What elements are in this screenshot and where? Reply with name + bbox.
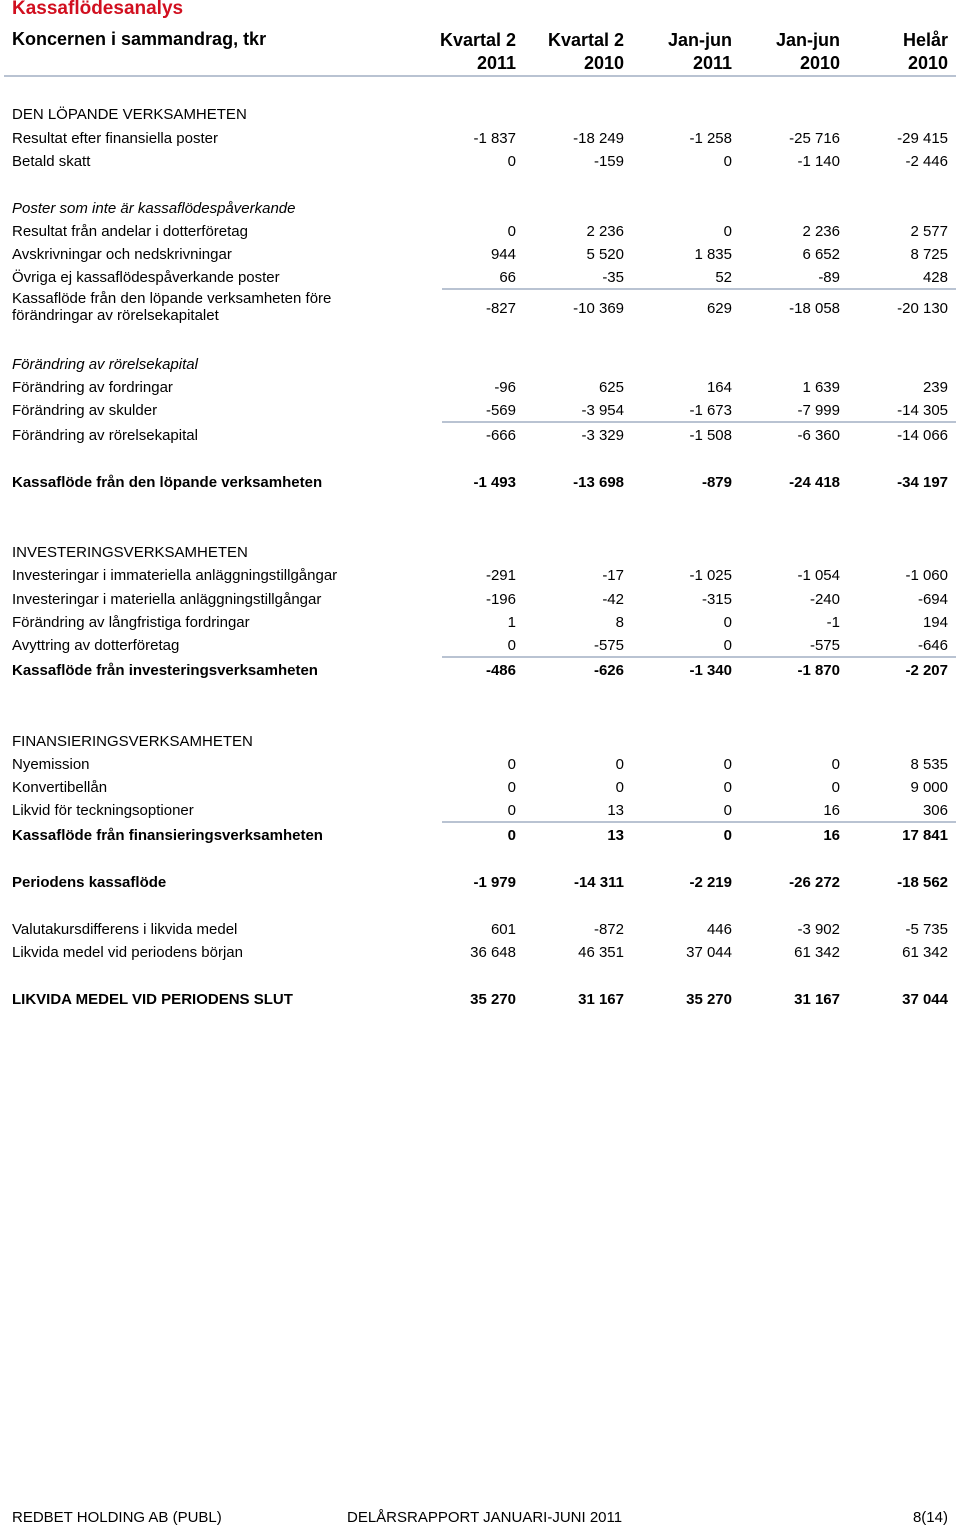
row-value: -315 — [701, 591, 732, 608]
footer-company: REDBET HOLDING AB (PUBL) — [12, 1509, 222, 1526]
row-value: 35 270 — [470, 991, 516, 1008]
row-value: 0 — [507, 779, 516, 796]
row-label: Kassaflöde från den löpande verksamheten före förändringar av rörelsekapitalet — [12, 290, 332, 324]
row-value: -159 — [593, 153, 624, 170]
row-value: -3 954 — [581, 402, 624, 419]
row-value: -2 446 — [905, 153, 948, 170]
row-value: -18 058 — [789, 300, 840, 317]
row-value: -7 999 — [797, 402, 840, 419]
row-value: -872 — [593, 921, 624, 938]
table-row — [4, 871, 956, 894]
row-value: 601 — [490, 921, 516, 938]
row-value: -10 369 — [573, 300, 624, 317]
row-value: -13 698 — [573, 474, 624, 491]
row-label: Likvida medel vid periodens början — [12, 944, 243, 961]
row-value: -569 — [485, 402, 516, 419]
section-heading — [4, 103, 956, 126]
row-value: -20 130 — [897, 300, 948, 317]
row-value: -240 — [809, 591, 840, 608]
row-label: Investeringar i immateriella anläggningstillgångar — [12, 567, 338, 584]
row-value: -575 — [593, 637, 624, 654]
row-value: -1 — [826, 614, 840, 631]
row-label: Likvid för teckningsoptioner — [12, 802, 194, 819]
row-value: 16 — [823, 827, 840, 844]
page-footer — [12, 1509, 948, 1531]
row-label: Kassaflöde från investeringsverksamheten — [12, 662, 318, 679]
row-value: -29 415 — [897, 130, 948, 147]
row-value: -14 066 — [897, 427, 948, 444]
row-value: 17 841 — [902, 827, 948, 844]
column-header-line2: 2010 — [907, 53, 948, 73]
row-value: 8 535 — [910, 756, 948, 773]
row-value: -486 — [485, 662, 516, 679]
row-label: FINANSIERINGSVERKSAMHETEN — [12, 733, 253, 750]
row-value: 8 — [615, 614, 624, 631]
row-value: -1 673 — [689, 402, 732, 419]
row-value: -42 — [602, 591, 624, 608]
row-label: Betald skatt — [12, 153, 91, 170]
row-label: Resultat efter finansiella poster — [12, 130, 218, 147]
row-value: -26 272 — [789, 874, 840, 891]
row-label: Investeringar i materiella anläggningstillgångar — [12, 591, 322, 608]
row-value: 446 — [706, 921, 732, 938]
row-label: Periodens kassaflöde — [12, 874, 167, 891]
row-label: Kassaflöde från finansieringsverksamheten — [12, 827, 323, 844]
row-value: 37 044 — [686, 944, 732, 961]
row-value: 0 — [507, 802, 516, 819]
row-value: -6 360 — [797, 427, 840, 444]
row-value: -1 340 — [689, 662, 732, 679]
row-value: -196 — [485, 591, 516, 608]
row-value: 0 — [723, 223, 732, 240]
column-header-janjun-2010 — [776, 29, 840, 75]
row-label: Förändring av rörelsekapital — [12, 356, 198, 373]
column-header-line2: 2011 — [476, 53, 516, 73]
column-header-line2: 2011 — [692, 53, 732, 73]
row-label: Förändring av långfristiga fordringar — [12, 614, 250, 631]
table-row — [4, 988, 956, 1011]
row-value: -879 — [701, 474, 732, 491]
section-heading — [4, 730, 956, 753]
row-value: -646 — [917, 637, 948, 654]
column-header-line1: Jan-jun — [667, 30, 732, 50]
footer-page-number: 8(14) — [912, 1509, 948, 1526]
row-value: 0 — [507, 827, 516, 844]
row-value: 0 — [723, 637, 732, 654]
table-header — [4, 28, 956, 77]
row-value: -626 — [593, 662, 624, 679]
row-value: -89 — [818, 269, 840, 286]
table-row — [4, 588, 956, 611]
row-label: Avyttring av dotterföretag — [12, 637, 180, 654]
row-value: -1 258 — [689, 130, 732, 147]
table-row — [4, 918, 956, 941]
row-value: 164 — [706, 379, 732, 396]
row-value: 1 — [507, 614, 516, 631]
row-value: 0 — [831, 779, 840, 796]
row-label: Konvertibellån — [12, 779, 108, 796]
row-value: 6 652 — [802, 246, 840, 263]
table-row — [4, 776, 956, 799]
row-value: 61 342 — [902, 944, 948, 961]
table-row — [4, 220, 956, 243]
row-value: 52 — [715, 269, 732, 286]
row-value: -1 025 — [689, 567, 732, 584]
column-header-line1: Jan-jun — [775, 30, 840, 50]
row-value: 2 577 — [910, 223, 948, 240]
table-row — [4, 753, 956, 776]
row-value: -666 — [485, 427, 516, 444]
table-row — [4, 634, 956, 657]
row-label: Kassaflöde från den löpande verksamheten — [12, 474, 323, 491]
table-row — [4, 424, 956, 447]
row-label: DEN LÖPANDE VERKSAMHETEN — [12, 106, 247, 123]
row-value: -1 979 — [473, 874, 516, 891]
row-value: -14 311 — [573, 874, 624, 891]
row-value: -3 329 — [581, 427, 624, 444]
row-value: -291 — [485, 567, 516, 584]
row-value: -14 305 — [897, 402, 948, 419]
row-value: 36 648 — [470, 944, 516, 961]
row-value: 46 351 — [578, 944, 624, 961]
row-value: 0 — [723, 827, 732, 844]
table-row — [4, 288, 956, 330]
row-value: 16 — [823, 802, 840, 819]
row-label: Valutakursdifferens i likvida medel — [12, 921, 238, 938]
row-value: 31 167 — [794, 991, 840, 1008]
column-header-janjun-2011 — [668, 29, 732, 75]
row-value: 625 — [598, 379, 624, 396]
row-label: Förändring av rörelsekapital — [12, 427, 198, 444]
header-label: Koncernen i sammandrag, tkr — [12, 29, 267, 49]
row-value: 13 — [607, 802, 624, 819]
row-value: 0 — [507, 153, 516, 170]
table-row — [4, 611, 956, 634]
row-value: 0 — [831, 756, 840, 773]
row-value: 31 167 — [578, 991, 624, 1008]
column-header-q2-2010 — [548, 29, 624, 75]
row-value: -1 870 — [797, 662, 840, 679]
row-value: 0 — [507, 223, 516, 240]
row-label: Poster som inte är kassaflödespåverkande — [12, 200, 296, 217]
row-value: 5 520 — [586, 246, 624, 263]
table-row — [4, 824, 956, 847]
row-value: -17 — [602, 567, 624, 584]
row-value: -35 — [602, 269, 624, 286]
row-value: 944 — [490, 246, 516, 263]
row-value: -24 418 — [789, 474, 840, 491]
row-value: -1 493 — [473, 474, 516, 491]
row-value: -34 197 — [897, 474, 948, 491]
row-value: 2 236 — [586, 223, 624, 240]
column-header-line2: 2010 — [799, 53, 840, 73]
column-header-line2: 2010 — [583, 53, 624, 73]
table-row — [4, 799, 956, 822]
row-value: 9 000 — [910, 779, 948, 796]
row-value: 629 — [706, 300, 732, 317]
row-value: -1 508 — [689, 427, 732, 444]
row-label: Resultat från andelar i dotterföretag — [12, 223, 248, 240]
table-row — [4, 127, 956, 150]
column-header-line1: Helår — [902, 30, 948, 50]
row-value: 37 044 — [902, 991, 948, 1008]
row-value: 194 — [922, 614, 948, 631]
section-heading — [4, 353, 956, 376]
table-row — [4, 376, 956, 399]
row-value: 0 — [615, 779, 624, 796]
row-value: -96 — [494, 379, 516, 396]
column-header-q2-2011 — [440, 29, 516, 75]
row-value: 428 — [922, 269, 948, 286]
row-value: 13 — [607, 827, 624, 844]
row-value: -18 249 — [573, 130, 624, 147]
column-header-line1: Kvartal 2 — [547, 30, 624, 50]
row-value: -1 837 — [473, 130, 516, 147]
row-value: 0 — [723, 756, 732, 773]
row-value: 1 639 — [802, 379, 840, 396]
row-value: 0 — [723, 802, 732, 819]
row-value: -25 716 — [789, 130, 840, 147]
row-value: 0 — [615, 756, 624, 773]
row-label: Övriga ej kassaflödespåverkande poster — [12, 269, 280, 286]
row-value: 0 — [507, 637, 516, 654]
column-header-helar-2010 — [903, 29, 948, 75]
row-value: 2 236 — [802, 223, 840, 240]
row-value: 239 — [922, 379, 948, 396]
row-value: 61 342 — [794, 944, 840, 961]
row-label: Förändring av fordringar — [12, 379, 173, 396]
table-row — [4, 150, 956, 173]
table-row — [4, 659, 956, 682]
row-value: 0 — [723, 779, 732, 796]
row-value: -3 902 — [797, 921, 840, 938]
table-row — [4, 266, 956, 289]
row-label: Nyemission — [12, 756, 90, 773]
row-label: Avskrivningar och nedskrivningar — [12, 246, 232, 263]
row-value: 1 835 — [694, 246, 732, 263]
row-value: 0 — [507, 756, 516, 773]
row-value: 0 — [723, 153, 732, 170]
row-value: -575 — [809, 637, 840, 654]
row-value: -1 054 — [797, 567, 840, 584]
row-value: -18 562 — [897, 874, 948, 891]
row-label: LIKVIDA MEDEL VID PERIODENS SLUT — [12, 991, 293, 1008]
row-value: 66 — [499, 269, 516, 286]
row-value: 306 — [922, 802, 948, 819]
row-value: -2 219 — [689, 874, 732, 891]
row-value: -1 140 — [797, 153, 840, 170]
table-row — [4, 243, 956, 266]
row-label: Förändring av skulder — [12, 402, 158, 419]
row-value: -827 — [485, 300, 516, 317]
page-title: Kassaflödesanalys — [12, 0, 184, 19]
section-heading — [4, 197, 956, 220]
row-value: 35 270 — [686, 991, 732, 1008]
table-row — [4, 399, 956, 422]
table-row — [4, 471, 956, 494]
row-value: 0 — [723, 614, 732, 631]
footer-report-title: DELÅRSRAPPORT JANUARI-JUNI 2011 — [347, 1509, 623, 1526]
table-row — [4, 564, 956, 587]
section-heading — [4, 541, 956, 564]
row-value: -2 207 — [905, 662, 948, 679]
row-label: INVESTERINGSVERKSAMHETEN — [12, 544, 248, 561]
row-value: 8 725 — [910, 246, 948, 263]
table-row — [4, 941, 956, 964]
column-header-line1: Kvartal 2 — [439, 30, 516, 50]
row-value: -5 735 — [905, 921, 948, 938]
row-value: -694 — [917, 591, 948, 608]
row-value: -1 060 — [905, 567, 948, 584]
